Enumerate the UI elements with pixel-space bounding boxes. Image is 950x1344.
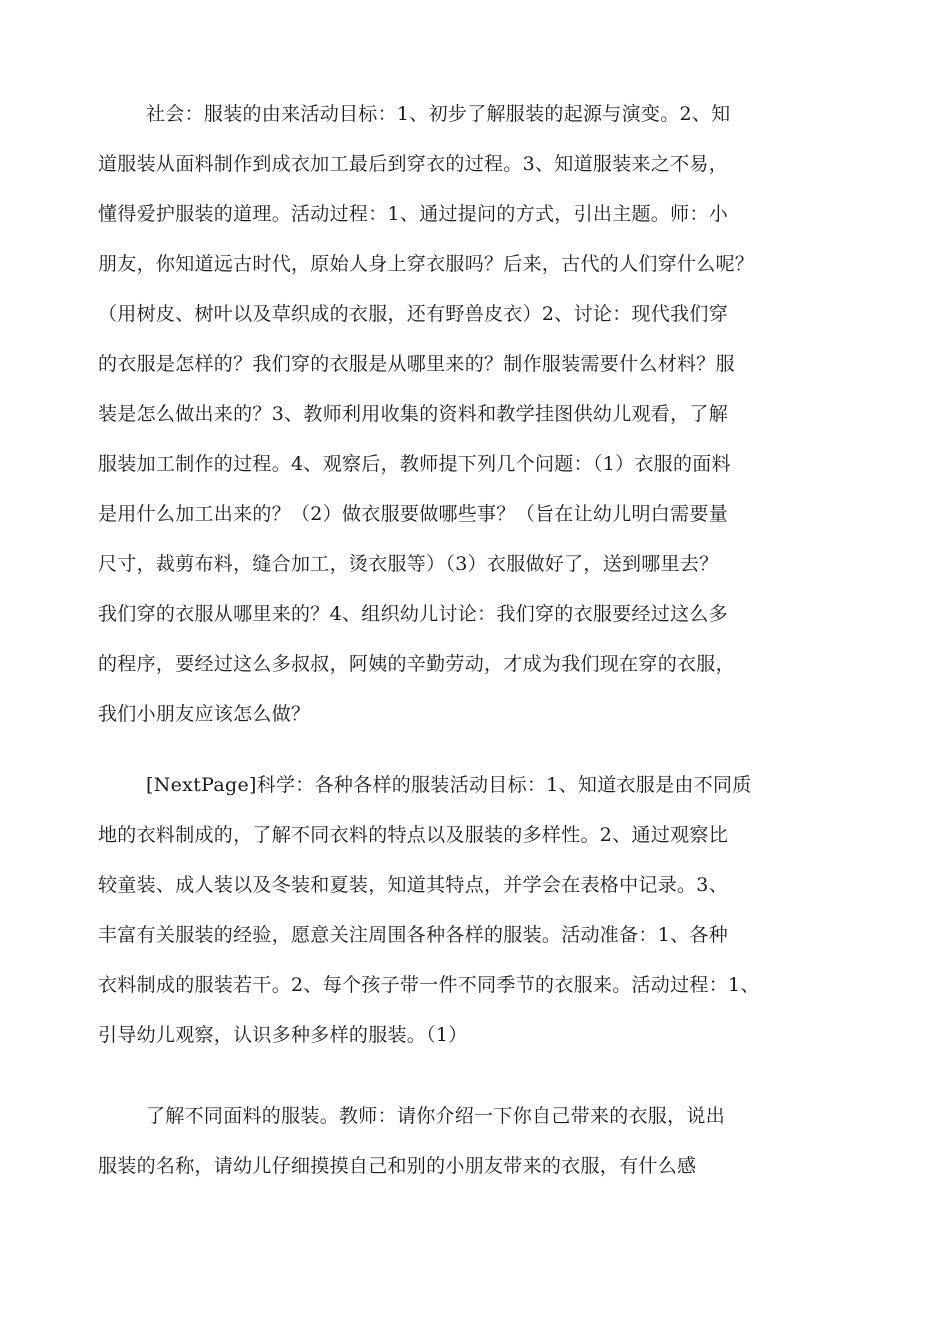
text-line: 衣料制成的服装若干。2、每个孩子带一件不同季节的衣服来。活动过程：1、 bbox=[98, 974, 760, 996]
text-line: 的衣服是怎样的？我们穿的衣服是从哪里来的？制作服装需要什么材料？服 bbox=[98, 353, 735, 375]
text-line: 地的衣料制成的，了解不同衣料的特点以及服装的多样性。2、通过观察比 bbox=[98, 824, 728, 846]
text-line: 较童装、成人装以及冬装和夏装，知道其特点，并学会在表格中记录。3、 bbox=[98, 874, 728, 896]
text-line: 丰富有关服装的经验，愿意关注周围各种各样的服装。活动准备：1、各种 bbox=[98, 924, 728, 946]
text-line: 我们穿的衣服从哪里来的？4、组织幼儿讨论：我们穿的衣服要经过这么多 bbox=[98, 603, 728, 625]
text-line: 引导幼儿观察，认识多种多样的服装。（1） bbox=[98, 1024, 468, 1046]
text-line: （用树皮、树叶以及草织成的衣服，还有野兽皮衣）2、讨论：现代我们穿 bbox=[98, 303, 728, 325]
text-line: 的程序，要经过这么多叔叔，阿姨的辛勤劳动，才成为我们现在穿的衣服， bbox=[98, 653, 735, 675]
text-line: 我们小朋友应该怎么做？ bbox=[98, 703, 311, 725]
text-line: 服装的名称，请幼儿仔细摸摸自己和别的小朋友带来的衣服，有什么感 bbox=[98, 1155, 697, 1177]
text-line: 道服装从面料制作到成衣加工最后到穿衣的过程。3、知道服装来之不易， bbox=[98, 153, 728, 175]
text-line: 朋友，你知道远古时代，原始人身上穿衣服吗？后来，古代的人们穿什么呢？ bbox=[98, 253, 755, 275]
text-line: 了解不同面料的服装。教师：请你介绍一下你自己带来的衣服，说出 bbox=[146, 1105, 726, 1127]
text-line: 尺寸，裁剪布料，缝合加工，烫衣服等）（3）衣服做好了，送到哪里去？ bbox=[98, 553, 719, 575]
text-line: [NextPage]科学：各种各样的服装活动目标：1、知道衣服是由不同质 bbox=[146, 774, 752, 796]
text-line: 社会：服装的由来活动目标：1、初步了解服装的起源与演变。2、知 bbox=[146, 103, 731, 125]
text-line: 服装加工制作的过程。4、观察后，教师提下列几个问题：（1）衣服的面料 bbox=[98, 453, 731, 475]
text-line: 是用什么加工出来的？（2）做衣服要做哪些事？（旨在让幼儿明白需要量 bbox=[98, 503, 728, 525]
text-line: 懂得爱护服装的道理。活动过程：1、通过提问的方式，引出主题。师：小 bbox=[98, 203, 728, 225]
text-line: 装是怎么做出来的？3、教师利用收集的资料和教学挂图供幼儿观看，了解 bbox=[98, 403, 728, 425]
